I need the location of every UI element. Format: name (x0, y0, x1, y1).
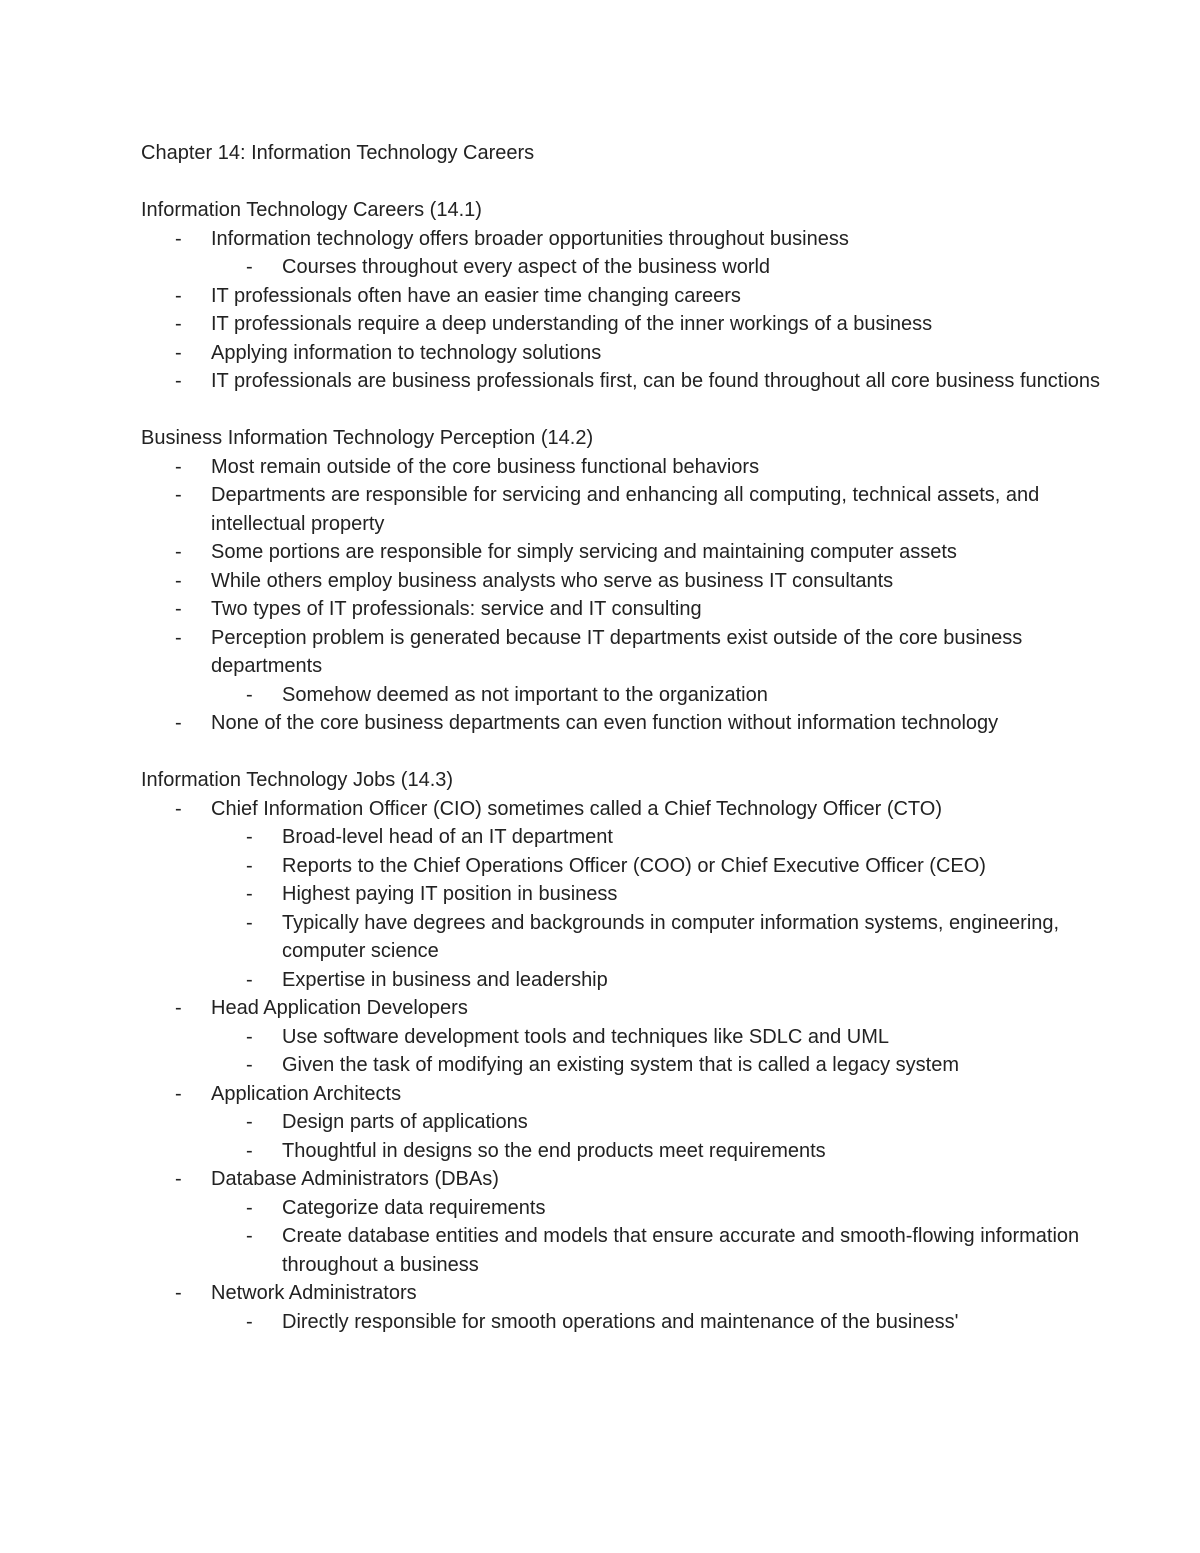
sub-list-item (211, 823, 1101, 852)
sub-bullet-list (211, 1308, 1101, 1337)
dash-bullet-icon: - (246, 826, 253, 848)
dash-bullet-icon: - (175, 712, 182, 734)
page-title: Chapter 14: Information Technology Careers (141, 142, 535, 164)
dash-bullet-icon: - (246, 1025, 253, 1048)
dash-bullet-icon: - (175, 370, 182, 392)
list-item (141, 567, 1101, 596)
dash-bullet-icon: - (175, 797, 182, 820)
dash-bullet-icon: - (246, 1196, 253, 1219)
sub-list-item (211, 1222, 1101, 1279)
dash-bullet-icon: - (175, 598, 182, 620)
list-item (141, 1080, 1101, 1166)
section-heading: Information Technology Jobs (14.3) (141, 769, 454, 791)
sub-list-item (211, 1108, 1101, 1137)
dash-bullet-icon: - (246, 1054, 253, 1076)
dash-bullet-icon: - (246, 968, 253, 991)
section-heading: Business Information Technology Perception (14.2) (141, 427, 594, 449)
sub-bullet-list (211, 1023, 1101, 1080)
list-item-text: Two types of IT professionals: service and IT consulting (211, 598, 702, 620)
sub-list-item-text: Create database entities and models that ensure accurate and smooth-flowing information throughout a business (282, 1225, 1080, 1276)
sub-list-item-text: Somehow deemed as not important to the organization (282, 683, 768, 706)
sections-container (141, 196, 1101, 1336)
list-item-text: Head Application Developers (211, 997, 468, 1019)
list-item-text: Departments are responsible for servicing and enhancing all computing, technical assets, and intellectual property (211, 484, 1040, 535)
sub-list-item-text: Expertise in business and leadership (282, 968, 608, 991)
dash-bullet-icon: - (246, 1225, 253, 1247)
list-item-text: Information technology offers broader opportunities throughout business (211, 227, 849, 250)
dash-bullet-icon: - (175, 484, 182, 506)
list-item-text: Perception problem is generated because IT departments exist outside of the core business departments (211, 626, 1023, 677)
sub-list-item-text: Categorize data requirements (282, 1196, 546, 1219)
dash-bullet-icon: - (175, 997, 182, 1019)
list-item (141, 481, 1101, 538)
sub-list-item-text: Thoughtful in designs so the end products meet requirements (282, 1139, 826, 1162)
list-item-text: None of the core business departments can even function without information technology (211, 712, 999, 734)
sub-list-item (211, 1194, 1101, 1223)
dash-bullet-icon: - (175, 1282, 182, 1304)
dash-bullet-icon: - (175, 1168, 182, 1190)
sub-list-item (211, 1023, 1101, 1052)
list-item (141, 310, 1101, 339)
sub-list-item-text: Reports to the Chief Operations Officer (COO) or Chief Executive Officer (CEO) (282, 854, 986, 877)
sub-list-item (211, 253, 1101, 282)
list-item (141, 1279, 1101, 1336)
list-item-text: IT professionals are business professionals first, can be found throughout all core business functions (211, 370, 1101, 392)
list-item-text: Database Administrators (DBAs) (211, 1168, 499, 1190)
sub-bullet-list (211, 1194, 1101, 1280)
sub-list-item-text: Broad-level head of an IT department (282, 826, 613, 848)
sub-list-item (211, 1051, 1101, 1080)
list-item (141, 595, 1101, 624)
list-item (141, 225, 1101, 282)
dash-bullet-icon: - (175, 227, 182, 250)
list-item (141, 624, 1101, 710)
dash-bullet-icon: - (175, 569, 182, 592)
section (141, 766, 1101, 1336)
sub-list-item-text: Design parts of applications (282, 1111, 528, 1133)
dash-bullet-icon: - (175, 541, 182, 563)
list-item-text: While others employ business analysts who serve as business IT consultants (211, 569, 894, 592)
list-item-text: Network Administrators (211, 1282, 417, 1304)
list-item-text: Applying information to technology solutions (211, 341, 602, 364)
dash-bullet-icon: - (246, 1310, 253, 1333)
bullet-list (141, 225, 1101, 396)
sub-list-item-text: Courses throughout every aspect of the business world (282, 256, 771, 278)
dash-bullet-icon: - (175, 284, 182, 307)
list-item-text: Chief Information Officer (CIO) sometimes called a Chief Technology Officer (CTO) (211, 797, 943, 820)
sub-list-item (211, 966, 1101, 995)
list-item-text: Application Architects (211, 1082, 402, 1105)
dash-bullet-icon: - (246, 256, 253, 278)
sub-list-item (211, 681, 1101, 710)
sub-bullet-list (211, 823, 1101, 994)
dash-bullet-icon: - (246, 854, 253, 877)
bullet-list (141, 795, 1101, 1337)
list-item (141, 453, 1101, 482)
sub-list-item-text: Typically have degrees and backgrounds in computer information systems, engineering, computer science (282, 911, 1060, 962)
dash-bullet-icon: - (246, 683, 253, 706)
document-page (141, 139, 1101, 1336)
sub-list-item-text: Use software development tools and techniques like SDLC and UML (282, 1025, 889, 1048)
list-item-text: IT professionals require a deep understanding of the inner workings of a business (211, 313, 933, 335)
sub-bullet-list (211, 253, 1101, 282)
list-item (141, 538, 1101, 567)
dash-bullet-icon: - (246, 911, 253, 934)
sub-list-item (211, 852, 1101, 881)
dash-bullet-icon: - (175, 1082, 182, 1105)
sub-list-item-text: Directly responsible for smooth operations and maintenance of the business' (282, 1310, 959, 1333)
sub-bullet-list (211, 681, 1101, 710)
dash-bullet-icon: - (175, 313, 182, 335)
section-heading: Information Technology Careers (14.1) (141, 199, 482, 221)
dash-bullet-icon: - (175, 455, 182, 478)
sub-list-item (211, 1308, 1101, 1337)
sub-list-item-text: Highest paying IT position in business (282, 883, 618, 905)
list-item (141, 282, 1101, 311)
list-item (141, 795, 1101, 995)
bullet-list (141, 453, 1101, 738)
dash-bullet-icon: - (175, 626, 182, 649)
sub-list-item-text: Given the task of modifying an existing system that is called a legacy system (282, 1054, 959, 1076)
list-item-text: Most remain outside of the core business functional behaviors (211, 455, 760, 478)
sub-list-item (211, 880, 1101, 909)
list-item-text: Some portions are responsible for simply servicing and maintaining computer assets (211, 541, 957, 563)
dash-bullet-icon: - (246, 1111, 253, 1133)
dash-bullet-icon: - (175, 341, 182, 364)
sub-bullet-list (211, 1108, 1101, 1165)
sub-list-item (211, 909, 1101, 966)
sub-list-item (211, 1137, 1101, 1166)
list-item (141, 339, 1101, 368)
list-item (141, 709, 1101, 738)
list-item (141, 1165, 1101, 1279)
dash-bullet-icon: - (246, 1139, 253, 1162)
list-item-text: IT professionals often have an easier time changing careers (211, 284, 741, 307)
dash-bullet-icon: - (246, 883, 253, 905)
section (141, 424, 1101, 738)
section (141, 196, 1101, 396)
list-item (141, 367, 1101, 396)
list-item (141, 994, 1101, 1080)
